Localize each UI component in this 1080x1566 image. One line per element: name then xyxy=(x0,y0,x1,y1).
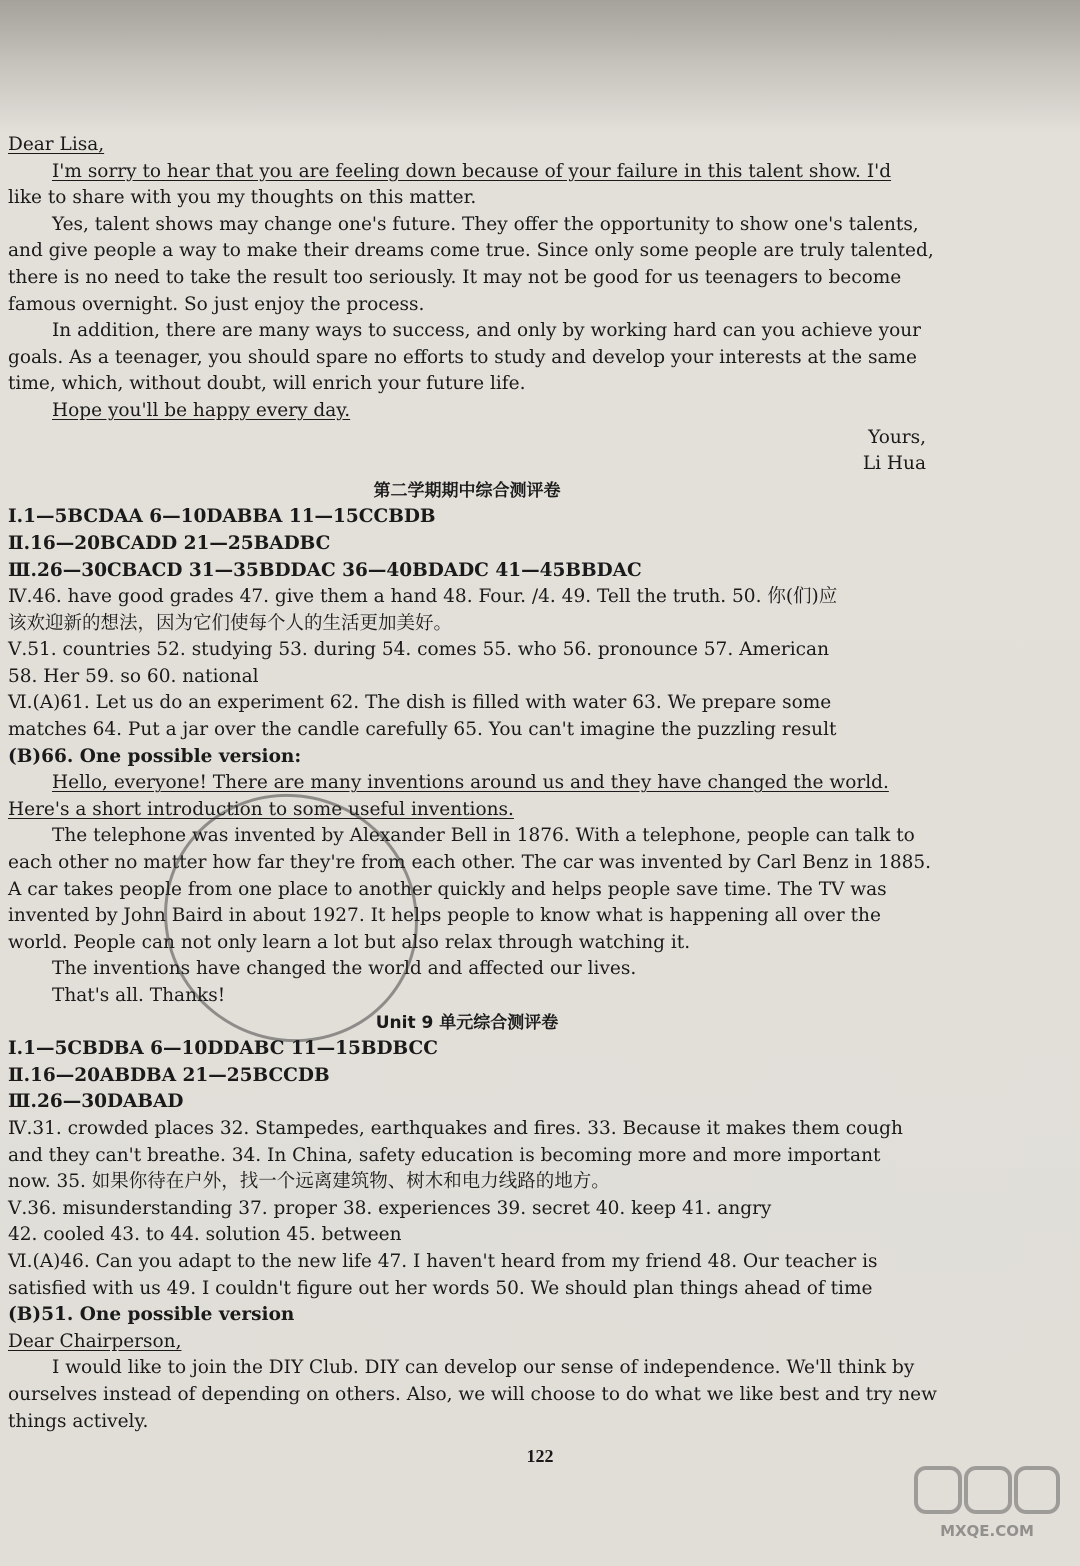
essay-line: The inventions have changed the world and affected our lives. xyxy=(52,958,637,980)
answer-line: and they can't breathe. 34. In China, safety education is becoming more and more important xyxy=(8,1144,881,1166)
letter1-closing: Yours, xyxy=(868,426,926,448)
answer-line: 该欢迎新的想法，因为它们使每个人的生活更加美好。 xyxy=(8,612,453,634)
letter1-line: Hope you'll be happy every day. xyxy=(52,399,351,421)
scan-shadow xyxy=(0,0,1080,130)
answer-line: 58. Her 59. so 60. national xyxy=(8,665,259,687)
answer-line: matches 64. Put a jar over the candle carefully 65. You can't imagine the puzzling result xyxy=(8,719,837,741)
letter2-line: I would like to join the DIY Club. DIY can develop our sense of independence. We'll think by xyxy=(52,1357,915,1379)
letter1-line: Yes, talent shows may change one's future. They offer the opportunity to show one's talents, xyxy=(52,213,919,235)
page-number: 122 xyxy=(526,1446,554,1466)
letter1-line: there is no need to take the result too seriously. It may not be good for us teenagers to become xyxy=(8,266,902,288)
letter1-line: and give people a way to make their dreams come true. Since only some people are truly talented, xyxy=(8,240,934,262)
letter1-line: I'm sorry to hear that you are feeling down because of your failure in this talent show. I'd xyxy=(52,160,892,182)
answer-line: Ⅲ.26—30DABAD xyxy=(8,1091,184,1113)
answer-line: Ⅵ.(A)46. Can you adapt to the new life 47. I haven't heard from my friend 48. Our teacher is xyxy=(8,1250,878,1272)
essay-line: Hello, everyone! There are many inventions around us and they have changed the world. xyxy=(52,772,889,794)
page-content xyxy=(8,132,937,1435)
letter1-line: like to share with you my thoughts on this matter. xyxy=(8,187,477,209)
answer-line: Ⅳ.31. crowded places 32. Stampedes, earthquakes and fires. 33. Because it makes them cough xyxy=(8,1117,903,1139)
letter1-line: In addition, there are many ways to success, and only by working hard can you achieve your xyxy=(52,320,921,342)
essay-line: That's all. Thanks! xyxy=(52,985,226,1006)
answer-line: Ⅰ.1—5CBDBA 6—10DDABC 11—15BDBCC xyxy=(8,1038,438,1060)
answer-line: Ⅵ.(A)61. Let us do an experiment 62. The dish is filled with water 63. We prepare some xyxy=(8,692,832,714)
essay-line: each other no matter how far they're from each other. The car was invented by Carl Benz in 1885. xyxy=(8,852,932,874)
answer-line: now. 35. 如果你待在户外，找一个远离建筑物、树木和电力线路的地方。 xyxy=(8,1171,610,1193)
unit9-title: Unit 9 单元综合测评卷 xyxy=(375,1012,559,1033)
midterm-title: 第二学期期中综合测评卷 xyxy=(373,480,561,501)
letter1-signature: Li Hua xyxy=(862,453,926,475)
watermark-text: MXQE.COM xyxy=(940,1522,1034,1540)
letter1-line: famous overnight. So just enjoy the process. xyxy=(8,293,425,315)
letter1-line: time, which, without doubt, will enrich your future life. xyxy=(8,373,526,395)
answer-line: Ⅴ.36. misunderstanding 37. proper 38. experiences 39. secret 40. keep 41. angry xyxy=(8,1197,772,1219)
letter2-line: ourselves instead of depending on others. Also, we will choose to do what we like best and try new xyxy=(8,1383,937,1405)
essay-line: Here's a short introduction to some useful inventions. xyxy=(8,798,514,820)
letter1-greeting: Dear Lisa, xyxy=(8,134,105,155)
letter2-line: things actively. xyxy=(8,1410,149,1432)
essay-line: world. People can not only learn a lot but also relax through watching it. xyxy=(8,931,691,953)
letter1-line: goals. As a teenager, you should spare no efforts to study and develop your interests at the same xyxy=(8,346,917,368)
essay-line: The telephone was invented by Alexander Bell in 1876. With a telephone, people can talk to xyxy=(52,825,915,847)
answer-line: satisfied with us 49. I couldn't figure out her words 50. We should plan things ahead of time xyxy=(8,1277,873,1299)
essay-line: invented by John Baird in about 1927. It helps people to know what is happening all over the xyxy=(8,905,881,927)
answer-line: (B)66. One possible version: xyxy=(8,745,302,767)
answer-line: Ⅰ.1—5BCDAA 6—10DABBA 11—15CCBDB xyxy=(8,506,436,528)
answer-line: Ⅱ.16—20BCADD 21—25BADBC xyxy=(8,532,331,554)
essay-line: A car takes people from one place to another quickly and helps people save time. The TV was xyxy=(8,878,887,900)
answer-line: Ⅴ.51. countries 52. studying 53. during 54. comes 55. who 56. pronounce 57. American xyxy=(8,639,829,661)
answer-line: (B)51. One possible version xyxy=(8,1304,295,1326)
answer-line: 42. cooled 43. to 44. solution 45. between xyxy=(8,1224,402,1246)
answer-line: Ⅳ.46. have good grades 47. give them a hand 48. Four. /4. 49. Tell the truth. 50. 你(们)应 xyxy=(8,586,838,608)
answer-line: Ⅱ.16—20ABDBA 21—25BCCDB xyxy=(8,1064,330,1086)
answer-line: Ⅲ.26—30CBACD 31—35BDDAC 36—40BDADC 41—45BBDAC xyxy=(8,559,642,581)
letter2-greeting: Dear Chairperson, xyxy=(8,1330,182,1352)
watermark-logo xyxy=(912,1464,1062,1544)
